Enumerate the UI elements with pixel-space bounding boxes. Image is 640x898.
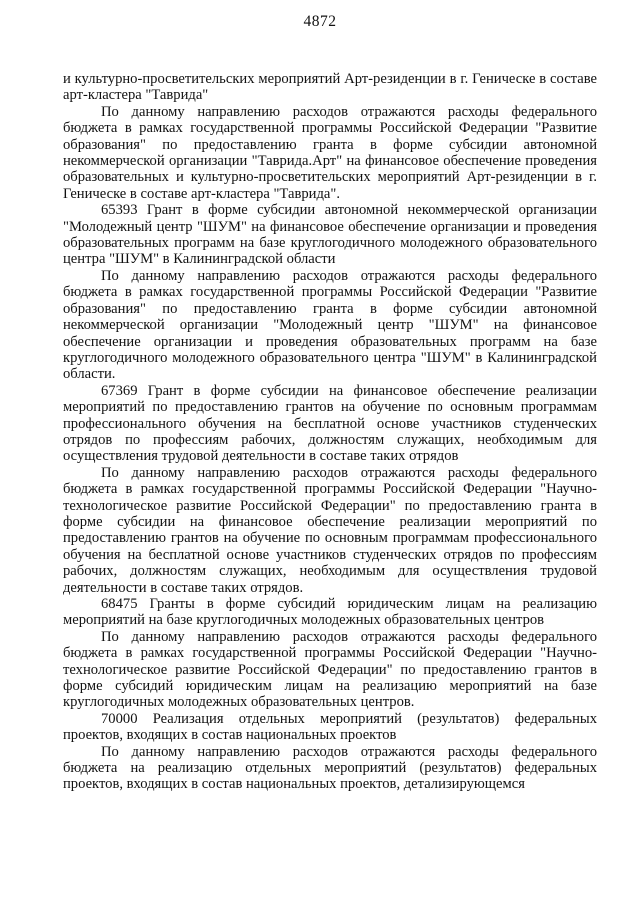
paragraph-continuation: и культурно-просветительских мероприятий Арт-резиденции в г. Геническе в составе арт-кластера "Таврида" — [63, 71, 597, 104]
paragraph-description: По данному направлению расходов отражаются расходы федерального бюджета в рамках государственной программы Российской Федерации "Развитие образования" по предоставлению гранта в форме субсидии автономной некоммерческой организации "Таврида.Арт" на финансовое обеспечение проведения образовательных и культурно-просветительских мероприятий Арт-резиденции в г. Геническе в составе арт-кластера "Таврида". — [63, 103, 597, 202]
paragraph-code-65393: 65393 Грант в форме субсидии автономной некоммерческой организации "Молодежный центр "ШУМ" на финансовое обеспечение организации и проведения образовательных программ на базе круглогодичного молодежного образовательного центра "ШУМ" в Калининградской области — [63, 202, 597, 268]
paragraph-code-70000: 70000 Реализация отдельных мероприятий (результатов) федеральных проектов, входящих в состав национальных проектов — [63, 710, 597, 744]
page-number: 4872 — [303, 13, 337, 30]
document-body — [63, 71, 597, 793]
paragraph-description: По данному направлению расходов отражаются расходы федерального бюджета на реализацию отдельных мероприятий (результатов) федеральных проектов, входящих в состав национальных проектов, детализирующемся — [63, 743, 597, 793]
paragraph-code-68475: 68475 Гранты в форме субсидий юридическим лицам на реализацию мероприятий на базе круглогодичных молодежных образовательных центров — [63, 596, 597, 629]
paragraph-description: По данному направлению расходов отражаются расходы федерального бюджета в рамках государственной программы Российской Федерации "Научно-технологическое развитие Российской Федерации" по предоставлению гранта в форме субсидии на финансовое обеспечение реализации мероприятий по предоставлению грантов на обучение по основным программам профессионального обучения на бесплатной основе участников студенческих отрядов по профессиям рабочих, должностям служащих, необходимым для осуществления трудовой деятельности в составе таких отрядов. — [63, 464, 597, 596]
paragraph-description: По данному направлению расходов отражаются расходы федерального бюджета в рамках государственной программы Российской Федерации "Развитие образования" по предоставлению гранта в форме субсидии автономной некоммерческой организации "Молодежный центр "ШУМ" на финансовое обеспечение организации и проведения образовательных программ на базе круглогодичного молодежного образовательного центра "ШУМ" в Калининградской области. — [63, 267, 597, 383]
paragraph-description: По данному направлению расходов отражаются расходы федерального бюджета в рамках государственной программы Российской Федерации "Научно-технологическое развитие Российской Федерации" по предоставлению грантов в форме субсидий юридическим лицам на реализацию мероприятий на базе круглогодичных молодежных образовательных центров. — [63, 628, 597, 711]
paragraph-code-67369: 67369 Грант в форме субсидии на финансовое обеспечение реализации мероприятий по предоставлению грантов на обучение по основным программам профессионального обучения на бесплатной основе участников студенческих отрядов по профессиям рабочих, должностям служащих, необходимым для осуществления трудовой деятельности в составе таких отрядов — [63, 382, 597, 465]
